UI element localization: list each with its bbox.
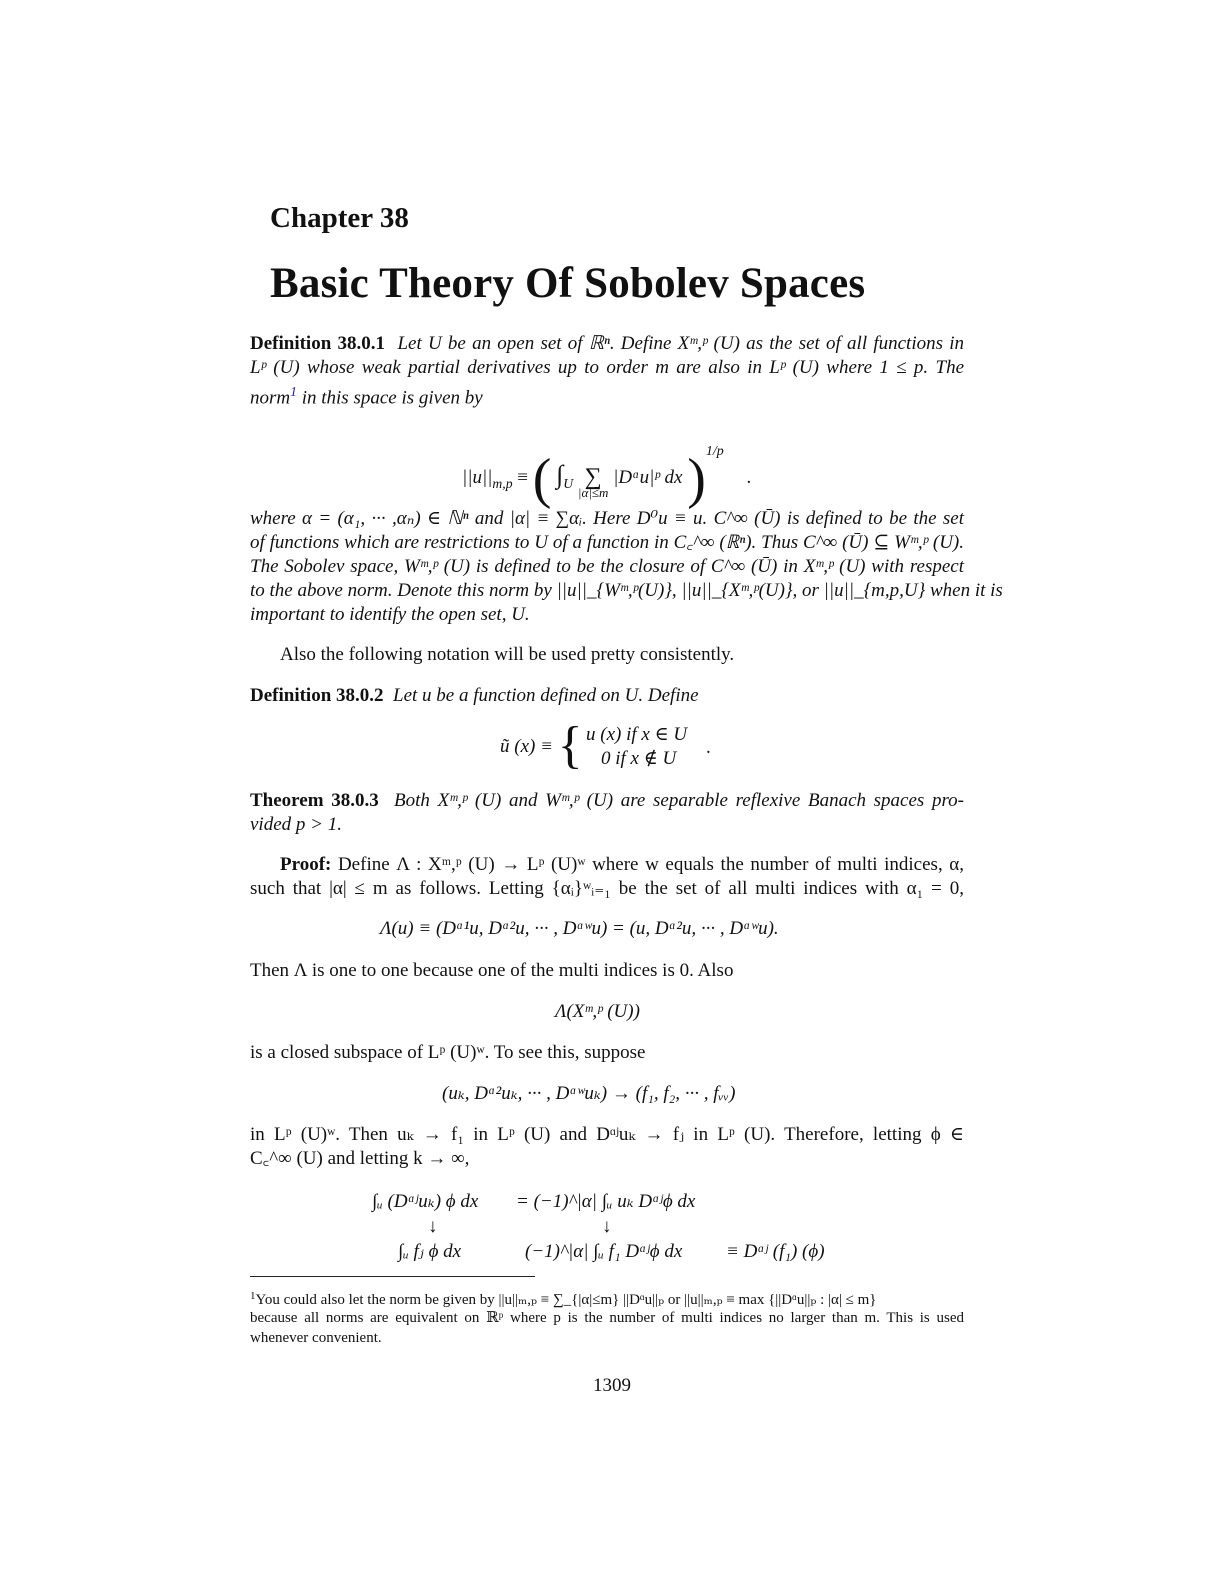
def1-after2: of functions which are restrictions to U of a function in C꜀^∞ (ℝⁿ). Thus C^∞ (Ū) ⊆ Wᵐ,ᵖ (U). [250,532,964,553]
proof-line3: Then Λ is one to one because one of the multi indices is 0. Also [250,960,734,981]
def1-after5: important to identify the open set, U. [250,604,530,625]
down-arrow-right: ↓ [602,1216,612,1237]
def2-line [250,684,964,708]
ext-lhs: ũ (x) ≡ [500,736,553,757]
extension-formula [500,717,583,774]
notation-paragraph: Also the following notation will be used pretty consistently. [280,644,735,665]
right-paren: ) [687,448,706,510]
norm-period: . [746,467,752,488]
footnote-line1 [250,1286,964,1310]
norm-lhs-sub: m,p [492,475,513,491]
down-arrow-left: ↓ [428,1216,438,1237]
proof-line4: is a closed subspace of Lᵖ (U)ʷ. To see this, suppose [250,1042,646,1063]
footnote-text1: You could also let the norm be given by ||u||ₘ,ₚ ≡ ∑_{|α|≤m} ||Dᵅu||ₚ or ||u||ₘ,ₚ ≡ max {||Dᵅu||ₚ : |α| ≤ m} [255,1292,877,1308]
def1-after1: where α = (α₁, ··· ,αₙ) ∈ ℕⁿ and |α| ≡ ∑αᵢ. Here D⁰u ≡ u. C^∞ (Ū) is defined to be the set [250,508,964,529]
page-number: 1309 [593,1375,631,1396]
ext-case1: u (x) if x ∈ U [586,724,688,745]
def1-text3a: norm [250,387,291,409]
chapter-label: Chapter 38 [270,202,409,234]
proof-line5: in Lᵖ (U)ʷ. Then uₖ → f₁ in Lᵖ (U) and Dᵅʲuₖ → fⱼ in Lᵖ (U). Therefore, letting ϕ ∈ [250,1124,964,1145]
thm-label: Theorem 38.0.3 [250,790,379,811]
footnote-rule [250,1276,535,1277]
thm-line2: vided p > 1. [250,814,342,835]
left-paren: ( [532,448,552,510]
footnote-line2: because all norms are equivalent on ℝᵖ where p is the number of multi indices no larger than m. This is used [250,1310,964,1326]
def1-line3 [250,380,964,411]
thm-line1 [250,789,964,813]
sum-block [577,464,609,501]
def1-after3: The Sobolev space, Wᵐ,ᵖ (U) is defined to be the closure of C^∞ (Ū) in Xᵐ,ᵖ (U) with respect [250,556,964,577]
lambda-image: Λ(Xᵐ,ᵖ (U)) [555,1001,640,1022]
proof-line2: such that |α| ≤ m as follows. Letting {αᵢ}ʷᵢ₌₁ be the set of all multi indices with α₁ = 0, [250,878,964,899]
arrow-r2b: (−1)^|α| ∫ᵤ f₁ Dᵅʲϕ dx [525,1241,683,1262]
norm-lhs: ||u|| [462,467,493,488]
norm-exponent: 1/p [705,444,724,459]
ext-case2: 0 if x ∉ U [601,748,677,769]
ext-period: . [706,737,711,758]
footnote-mark: 1 [250,1290,256,1302]
sum-sub: |α|≤m [577,485,609,500]
def1-text1: Let U be an open set of ℝⁿ. Define Xᵐ,ᵖ (U) as the set of all functions in [397,333,965,354]
integral-sign: ∫ [556,460,564,489]
def2-text: Let u be a function defined on U. Define [393,685,699,706]
footnote-ref[interactable]: 1 [290,384,297,399]
def1-label: Definition 38.0.1 [250,333,386,354]
proof-line6: C꜀^∞ (U) and letting k → ∞, [250,1148,470,1169]
proof-label: Proof: [280,854,332,875]
footnote-line3: whenever convenient. [250,1330,382,1346]
norm-formula [462,440,752,510]
ext-brace: { [557,717,583,774]
lambda-equation: Λ(u) ≡ (Dᵅ¹u, Dᵅ²u, ··· , Dᵅʷu) = (u, Dᵅ²u, ··· , Dᵅʷu). [380,918,779,939]
sum-sign: ∑ [584,464,602,490]
arrow-r1b: = (−1)^|α| ∫ᵤ uₖ Dᵅʲϕ dx [516,1191,696,1212]
convergence-equation: (uₖ, Dᵅ²uₖ, ··· , Dᵅʷuₖ) → (f₁, f₂, ··· , fᵥᵥ) [442,1083,736,1104]
def1-after4: to the above norm. Denote this norm by ||u||_{Wᵐ,ᵖ(U)}, ||u||_{Xᵐ,ᵖ(U)}, or ||u||_{m,p,U} when it is [250,580,1003,601]
norm-integrand: |Dᵅu|ᵖ dx [613,467,683,488]
arrow-r2c: ≡ Dᵅʲ (f₁) (ϕ) [726,1241,825,1262]
proof-line1 [280,853,964,877]
def1-line2: Lᵖ (U) whose weak partial derivatives up to order m are also in Lᵖ (U) where 1 ≤ p. The [250,357,964,378]
arrow-r1a: ∫ᵤ (Dᵅʲuₖ) ϕ dx [372,1191,479,1212]
def1-line1 [250,332,964,356]
def1-text3b: in this space is given by [296,387,483,409]
chapter-title: Basic Theory Of Sobolev Spaces [270,260,866,307]
norm-equiv: ≡ [517,467,529,488]
def2-label: Definition 38.0.2 [250,685,384,706]
thm-text1: Both Xᵐ,ᵖ (U) and Wᵐ,ᵖ (U) are separable reflexive Banach spaces pro- [394,790,965,811]
integral-sub: U [563,475,574,491]
proof-text1: Define Λ : Xᵐ,ᵖ (U) → Lᵖ (U)ʷ where w equals the number of multi indices, α, [331,854,964,875]
arrow-r2a: ∫ᵤ fⱼ ϕ dx [398,1241,462,1262]
